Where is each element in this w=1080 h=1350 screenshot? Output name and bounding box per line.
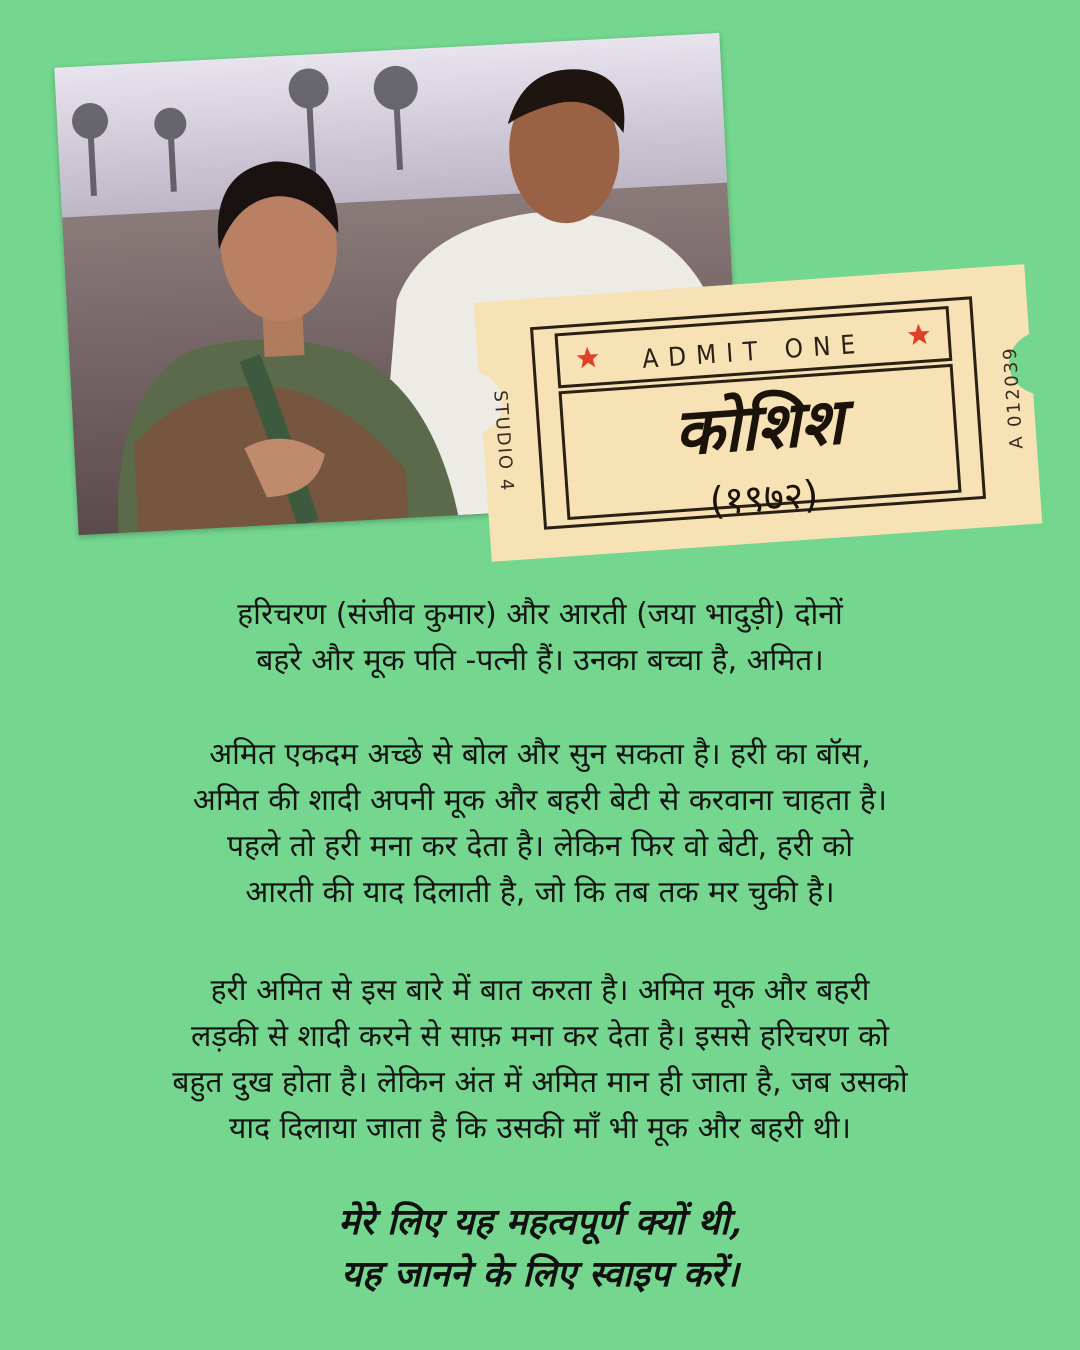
ticket-admit-label: ADMIT ONE bbox=[641, 329, 867, 375]
text-line: पहले तो हरी मना कर देता है। लेकिन फिर वो बेटी, हरी को bbox=[226, 829, 854, 864]
text-line: लड़की से शादी करने से साफ़ मना कर देता है। इससे हरिचरण को bbox=[190, 1019, 890, 1054]
text-line: बहरे और मूक पति -पत्नी हैं। उनका बच्चा है, अमित। bbox=[256, 643, 824, 678]
ticket-serial-number: A 012039 bbox=[999, 345, 1028, 450]
text-line: बहुत दुख होता है। लेकिन अंत में अमित मान ही जाता है, जब उसको bbox=[172, 1065, 908, 1100]
swipe-call-to-action bbox=[40, 1196, 1040, 1300]
text-line: आरती की याद दिलाती है, जो कि तब तक मर चुकी है। bbox=[245, 875, 835, 910]
synopsis-paragraph-2 bbox=[40, 732, 1040, 916]
ticket-studio-label: STUDIO 4 bbox=[489, 389, 518, 493]
text-line: हरी अमित से इस बारे में बात करता है। अमित मूक और बहरी bbox=[210, 973, 870, 1008]
text-line: हरिचरण (संजीव कुमार) और आरती (जया भादुड़ी) दोनों bbox=[237, 597, 843, 632]
text-line: अमित एकदम अच्छे से बोल और सुन सकता है। हरी का बॉस, bbox=[209, 737, 871, 772]
text-line: याद दिलाया जाता है कि उसकी माँ भी मूक और बहरी थी। bbox=[228, 1111, 852, 1146]
ticket-film-title: कोशिश bbox=[671, 385, 847, 471]
synopsis-paragraph-3 bbox=[40, 968, 1040, 1152]
admit-one-ticket bbox=[474, 264, 1043, 562]
ticket-film-year: (१९७२) bbox=[708, 472, 820, 524]
text-line: अमित की शादी अपनी मूक और बहरी बेटी से करवाना चाहता है। bbox=[192, 783, 888, 818]
cta-line: यह जानने के लिए स्वाइप करें। bbox=[341, 1253, 739, 1295]
cta-line: मेरे लिए यह महत्वपूर्ण क्यों थी, bbox=[338, 1201, 742, 1243]
synopsis-paragraph-1 bbox=[40, 592, 1040, 684]
